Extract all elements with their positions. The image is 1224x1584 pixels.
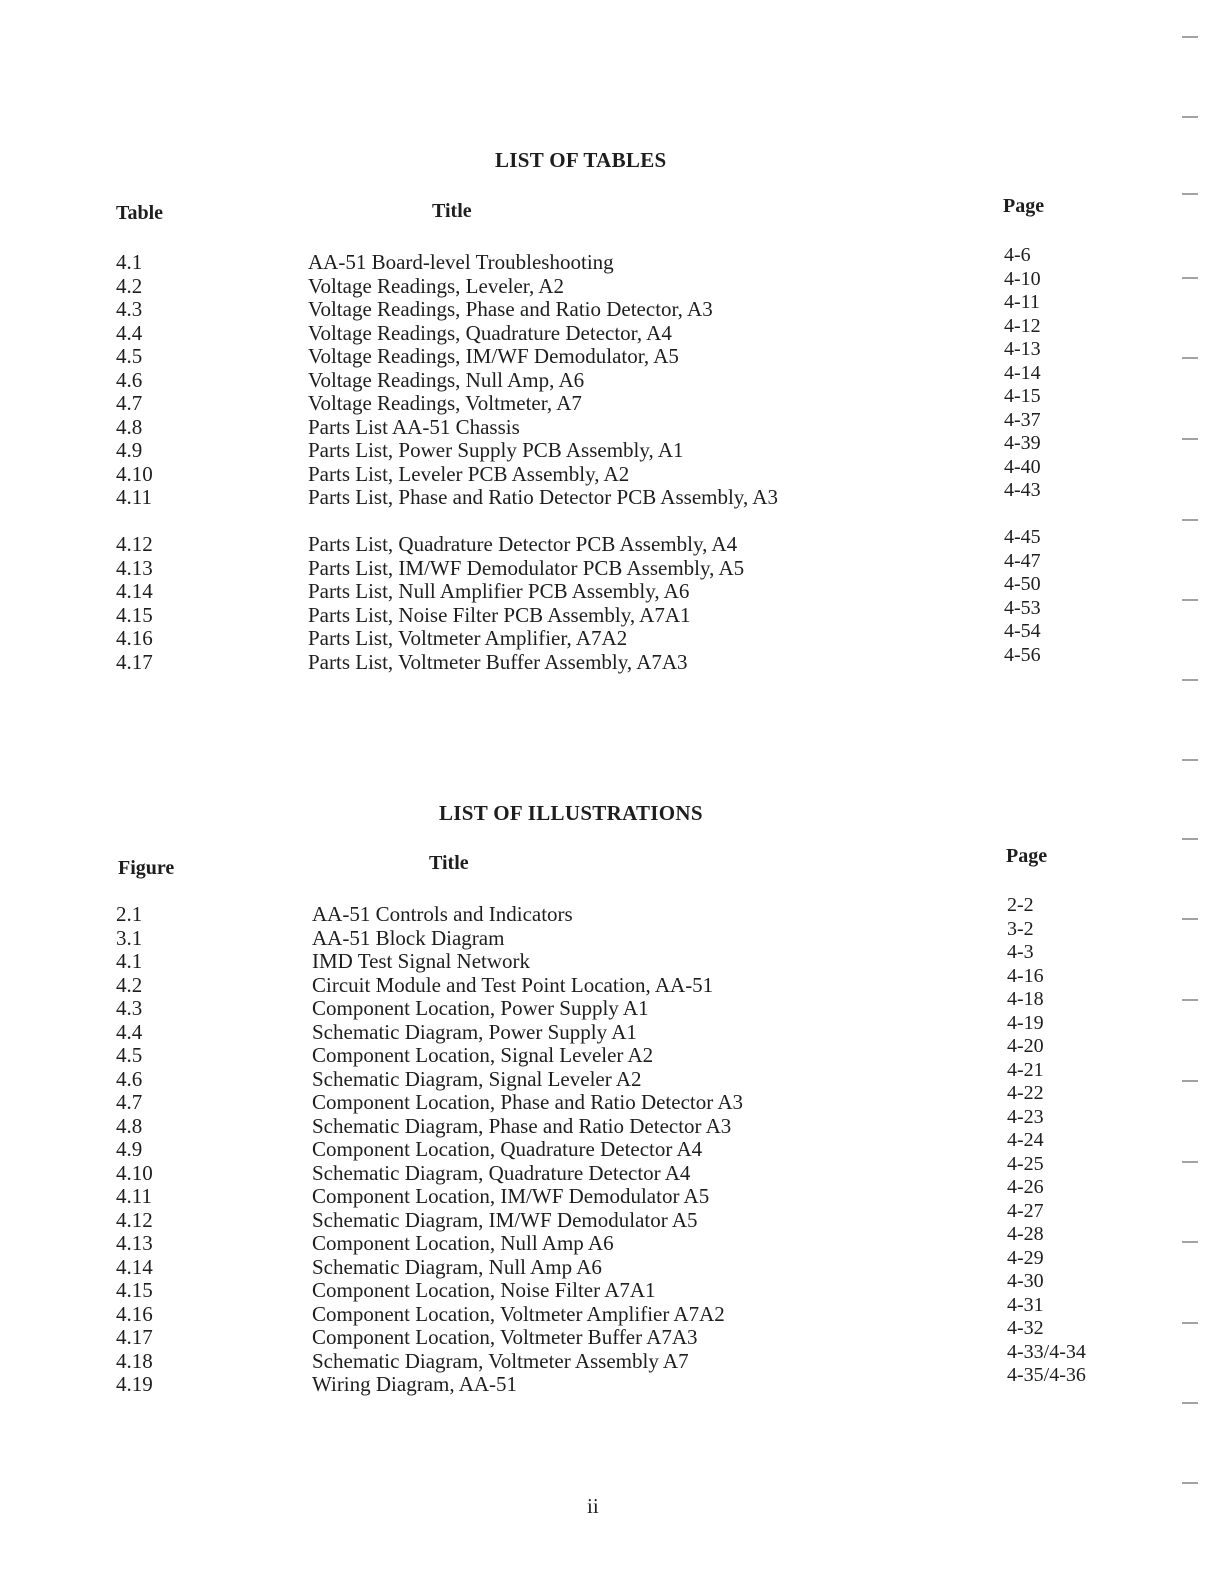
table-row [0,643,1224,675]
figure-page: 4-24 [1007,1129,1044,1151]
table-page: 4-43 [1004,479,1041,501]
table-number: 4.7 [116,391,143,415]
table-title: Parts List, Phase and Ratio Detector PCB Assembly, A3 [308,485,778,509]
edge-mark [1182,599,1198,601]
table-title: Parts List, Power Supply PCB Assembly, A1 [308,438,684,462]
figure-number: 4.5 [116,1043,143,1067]
figure-number: 4.14 [116,1254,153,1279]
figure-title: Component Location, Voltmeter Amplifier A7A2 [312,1301,725,1326]
tables-col-number: Table [116,202,164,224]
table-number: 4.5 [116,344,143,368]
table-page: 4-56 [1004,643,1041,666]
figure-number: 4.19 [116,1372,153,1396]
table-page: 4-14 [1004,361,1041,384]
table-title: Voltage Readings, Leveler, A2 [308,273,564,298]
figure-number: 3.1 [116,925,143,950]
edge-mark [1182,1080,1198,1082]
figure-title: Component Location, Voltmeter Buffer A7A3 [312,1325,698,1349]
figure-number: 4.18 [116,1348,153,1373]
table-page: 4-11 [1004,291,1040,313]
table-title: Voltage Readings, Voltmeter, A7 [308,391,582,415]
edge-mark [1182,999,1198,1001]
figure-title: IMD Test Signal Network [312,949,531,973]
figure-title: Schematic Diagram, Power Supply A1 [312,1019,637,1044]
figure-title: Schematic Diagram, Phase and Ratio Detector A3 [312,1113,732,1138]
illustrations-heading: LIST OF ILLUSTRATIONS [439,801,703,825]
table-number: 4.12 [116,532,153,556]
edge-mark [1182,1161,1198,1163]
figure-title: Component Location, IM/WF Demodulator A5 [312,1184,710,1208]
table-page: 4-13 [1004,338,1041,360]
figure-page: 2-2 [1007,894,1034,916]
figure-page: 4-27 [1007,1199,1044,1222]
edge-mark [1182,1241,1198,1243]
table-number: 4.3 [116,297,143,321]
table-title: Voltage Readings, Phase and Ratio Detector, A3 [308,297,713,321]
edge-mark [1182,357,1198,359]
figure-page: 4-18 [1007,988,1044,1010]
table-page: 4-37 [1004,408,1041,431]
table-number: 4.10 [116,461,153,486]
table-page: 4-10 [1004,267,1041,290]
table-number: 4.6 [116,367,143,392]
edge-mark [1182,1322,1198,1324]
edge-mark [1182,519,1198,521]
table-page: 4-40 [1004,455,1041,478]
figure-page: 4-31 [1007,1293,1044,1316]
figure-number: 4.9 [116,1137,143,1161]
table-page: 4-53 [1004,596,1041,619]
figure-number: 4.11 [116,1184,152,1208]
table-page: 4-47 [1004,549,1041,572]
figure-number: 4.7 [116,1090,143,1114]
table-number: 4.16 [116,626,153,650]
page-number: ii [587,1494,599,1518]
figure-page: 4-21 [1007,1058,1044,1081]
figure-page: 4-19 [1007,1011,1044,1034]
table-title: Voltage Readings, Quadrature Detector, A4 [308,320,672,345]
figure-page: 4-26 [1007,1176,1044,1198]
figure-number: 4.15 [116,1278,153,1302]
figure-title: Schematic Diagram, Quadrature Detector A4 [312,1160,691,1185]
figure-title: Component Location, Noise Filter A7A1 [312,1278,656,1302]
edge-mark [1182,277,1198,279]
figure-title: AA-51 Block Diagram [312,925,505,950]
figure-number: 4.2 [116,972,143,997]
figure-row [0,917,1224,951]
edge-mark [1182,1482,1198,1484]
illustrations-col-page: Page [1006,845,1048,867]
figure-number: 4.4 [116,1019,143,1044]
figure-title: Component Location, Phase and Ratio Detector A3 [312,1090,743,1114]
figure-title: Component Location, Signal Leveler A2 [312,1043,654,1067]
table-title: Parts List, Voltmeter Buffer Assembly, A7A3 [308,649,688,674]
figure-page: 4-3 [1007,941,1034,963]
illustrations-col-number: Figure [118,857,175,879]
figure-title: Circuit Module and Test Point Location, AA-51 [312,972,714,997]
figure-title: Schematic Diagram, Voltmeter Assembly A7 [312,1348,689,1373]
table-page: 4-50 [1004,573,1041,595]
figure-page: 4-22 [1007,1082,1044,1104]
table-page: 4-39 [1004,432,1041,454]
figure-number: 4.16 [116,1301,153,1326]
edge-mark [1182,1402,1198,1404]
table-row [0,267,1224,299]
table-number: 4.17 [116,649,153,674]
figure-number: 4.3 [116,996,143,1020]
figure-number: 4.10 [116,1160,153,1185]
figure-page: 4-35/4-36 [1007,1364,1086,1386]
table-number: 4.4 [116,320,143,345]
table-number: 4.2 [116,273,143,298]
table-title: AA-51 Board-level Troubleshooting [308,250,614,274]
figure-title: Wiring Diagram, AA-51 [312,1372,518,1396]
table-page: 4-54 [1004,620,1041,642]
figure-page: 4-28 [1007,1223,1044,1245]
edge-mark [1182,36,1198,38]
edge-mark [1182,918,1198,920]
figure-title: Schematic Diagram, IM/WF Demodulator A5 [312,1207,698,1232]
figure-page: 4-23 [1007,1105,1044,1128]
edge-mark [1182,838,1198,840]
table-title: Parts List, Leveler PCB Assembly, A2 [308,461,630,486]
table-title: Parts List, IM/WF Demodulator PCB Assembly, A5 [308,555,745,580]
figure-page: 4-29 [1007,1246,1044,1269]
figure-page: 3-2 [1007,917,1034,940]
figure-row [0,1364,1224,1397]
figure-page: 4-32 [1007,1317,1044,1339]
figure-number: 4.12 [116,1207,153,1232]
edge-mark [1182,116,1198,118]
tables-col-page: Page [1003,195,1045,217]
table-page: 4-45 [1004,526,1041,548]
figure-row [0,894,1224,927]
table-title: Parts List, Voltmeter Amplifier, A7A2 [308,626,628,650]
figure-page: 4-16 [1007,964,1044,987]
table-number: 4.13 [116,555,153,580]
figure-number: 4.6 [116,1066,143,1091]
table-number: 4.11 [116,485,152,509]
tables-heading: LIST OF TABLES [495,148,667,172]
tables-col-title: Title [432,200,472,222]
figure-page: 4-30 [1007,1270,1044,1292]
figure-page: 4-33/4-34 [1007,1340,1086,1363]
figure-title: Component Location, Null Amp A6 [312,1231,614,1255]
table-number: 4.14 [116,579,153,603]
illustrations-col-title: Title [429,852,469,874]
figure-number: 4.1 [116,949,143,973]
table-title: Parts List, Noise Filter PCB Assembly, A7A1 [308,602,691,627]
figure-page: 4-20 [1007,1035,1044,1057]
figure-page: 4-25 [1007,1152,1044,1175]
figure-title: Schematic Diagram, Signal Leveler A2 [312,1066,642,1091]
figure-number: 4.8 [116,1113,143,1138]
figure-title: Component Location, Power Supply A1 [312,996,649,1020]
table-page: 4-6 [1004,244,1031,266]
table-title: Voltage Readings, IM/WF Demodulator, A5 [308,344,679,368]
table-title: Parts List AA-51 Chassis [308,414,520,439]
figure-number: 4.17 [116,1325,153,1349]
edge-mark [1182,759,1198,761]
figure-title: Component Location, Quadrature Detector A4 [312,1137,703,1161]
table-title: Parts List, Quadrature Detector PCB Assembly, A4 [308,532,738,556]
table-page: 4-15 [1004,385,1041,407]
figure-number: 2.1 [116,902,143,926]
table-number: 4.15 [116,602,153,627]
tables-list [0,244,1224,674]
table-title: Voltage Readings, Null Amp, A6 [308,367,585,392]
table-number: 4.1 [116,250,143,274]
table-number: 4.9 [116,438,143,462]
edge-mark [1182,193,1198,195]
table-number: 4.8 [116,414,143,439]
edge-mark [1182,438,1198,440]
edge-mark [1182,679,1198,681]
illustrations-list [0,894,1224,1397]
table-page: 4-12 [1004,314,1041,337]
figure-number: 4.13 [116,1231,153,1255]
figure-title: Schematic Diagram, Null Amp A6 [312,1254,602,1279]
figure-title: AA-51 Controls and Indicators [312,902,573,926]
table-title: Parts List, Null Amplifier PCB Assembly, A6 [308,579,690,603]
